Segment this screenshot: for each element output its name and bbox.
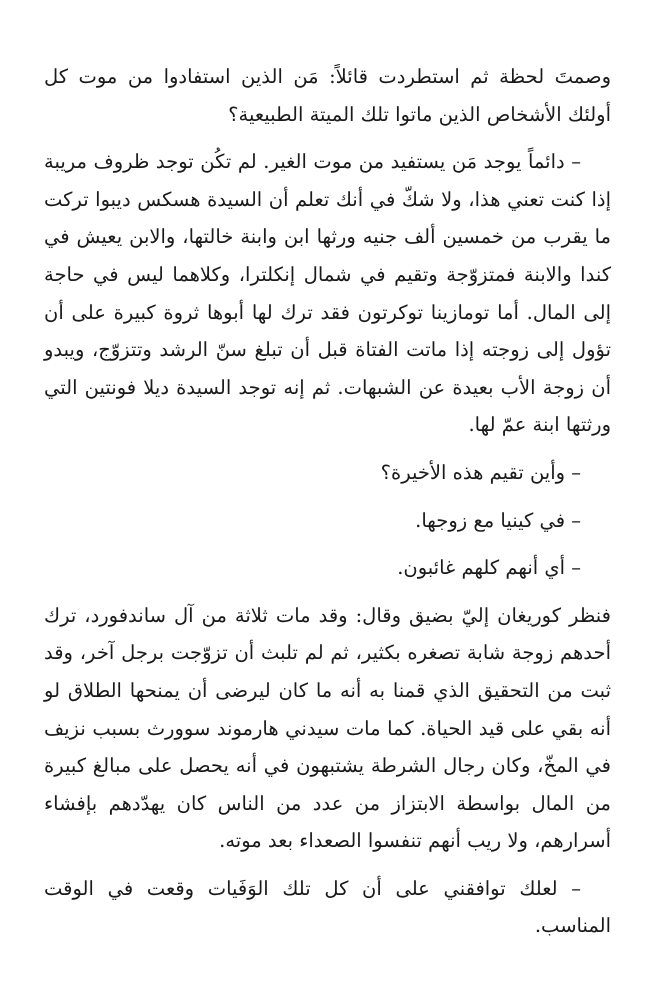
paragraph-dialogue: – في كينيا مع زوجها. — [415, 508, 581, 532]
paragraph-dialogue: – وأين تقيم هذه الأخيرة؟ — [380, 460, 581, 484]
paragraph-gap — [44, 444, 611, 454]
paragraph-dialogue: – دائماً يوجد مَن يستفيد من موت الغير. لم تكُن توجد ظروف مريبة إذا كنت تعني هذا، ولا شكّ في أنك تعلم أن السيدة هسكس ديبوا تركت ما يقرب من خمسين ألف جنيه ورثها ابن وابنة خالتها، والابن يعيش في كندا والابنة فمتزوّجة وتقيم في شمال إنكلترا، وكلاهما ليس في حاجة إلى المال. أما تومازينا توكرتون فقد ترك لها أبوها ثروة كبيرة على أن تؤول إلى زوجته إذا ماتت الفتاة قبل أن تبلغ سنّ الرشد وتتزوّج، ويبدو أن زوجة الأب بعيدة عن الشبهات. ثم إنه توجد السيدة ديلا فونتين التي ورثتها ابنة عمّ لها. — [44, 150, 611, 437]
paragraph-narration: فنظر كوريغان إليّ بضيق وقال: وقد مات ثلاثة من آل ساندفورد، ترك أحدهم زوجة شابة تصغره بكثير، ثم لم تلبث أن تزوّجت برجل آخر، وقد ثبت من التحقيق الذي قمنا به أنه ما كان ليرضى أن يمنحها الطلاق لو أنه بقي على قيد الحياة. كما مات سيدني هارموند سوورث بسبب نزيف في المخّ، وكان رجال الشرطة يشتبهون في أنه يحصل على مبالغ كبيرة من المال بواسطة الابتزاز من عدد من الناس كان يهدّدهم بإفشاء أسرارهم، ولا ريب أنهم تنفسوا الصعداء بعد موته. — [44, 603, 611, 853]
paragraph-gap — [44, 587, 611, 597]
paragraph-gap — [44, 133, 611, 143]
paragraph-narration: وصمتَ لحظة ثم استطردت قائلاً: مَن الذين استفادوا من موت كل أولئك الأشخاص الذين ماتوا تلك الميتة الطبيعية؟ — [44, 65, 611, 126]
paragraph-gap — [44, 492, 611, 502]
paragraph-gap — [44, 539, 611, 549]
paragraph-dialogue: – لعلك توافقني على أن كل تلك الوَفَيات وقعت في الوقت المناسب. — [44, 876, 611, 938]
paragraph-dialogue: – أي أنهم كلهم غائبون. — [397, 556, 581, 580]
paragraph-gap — [44, 860, 611, 870]
